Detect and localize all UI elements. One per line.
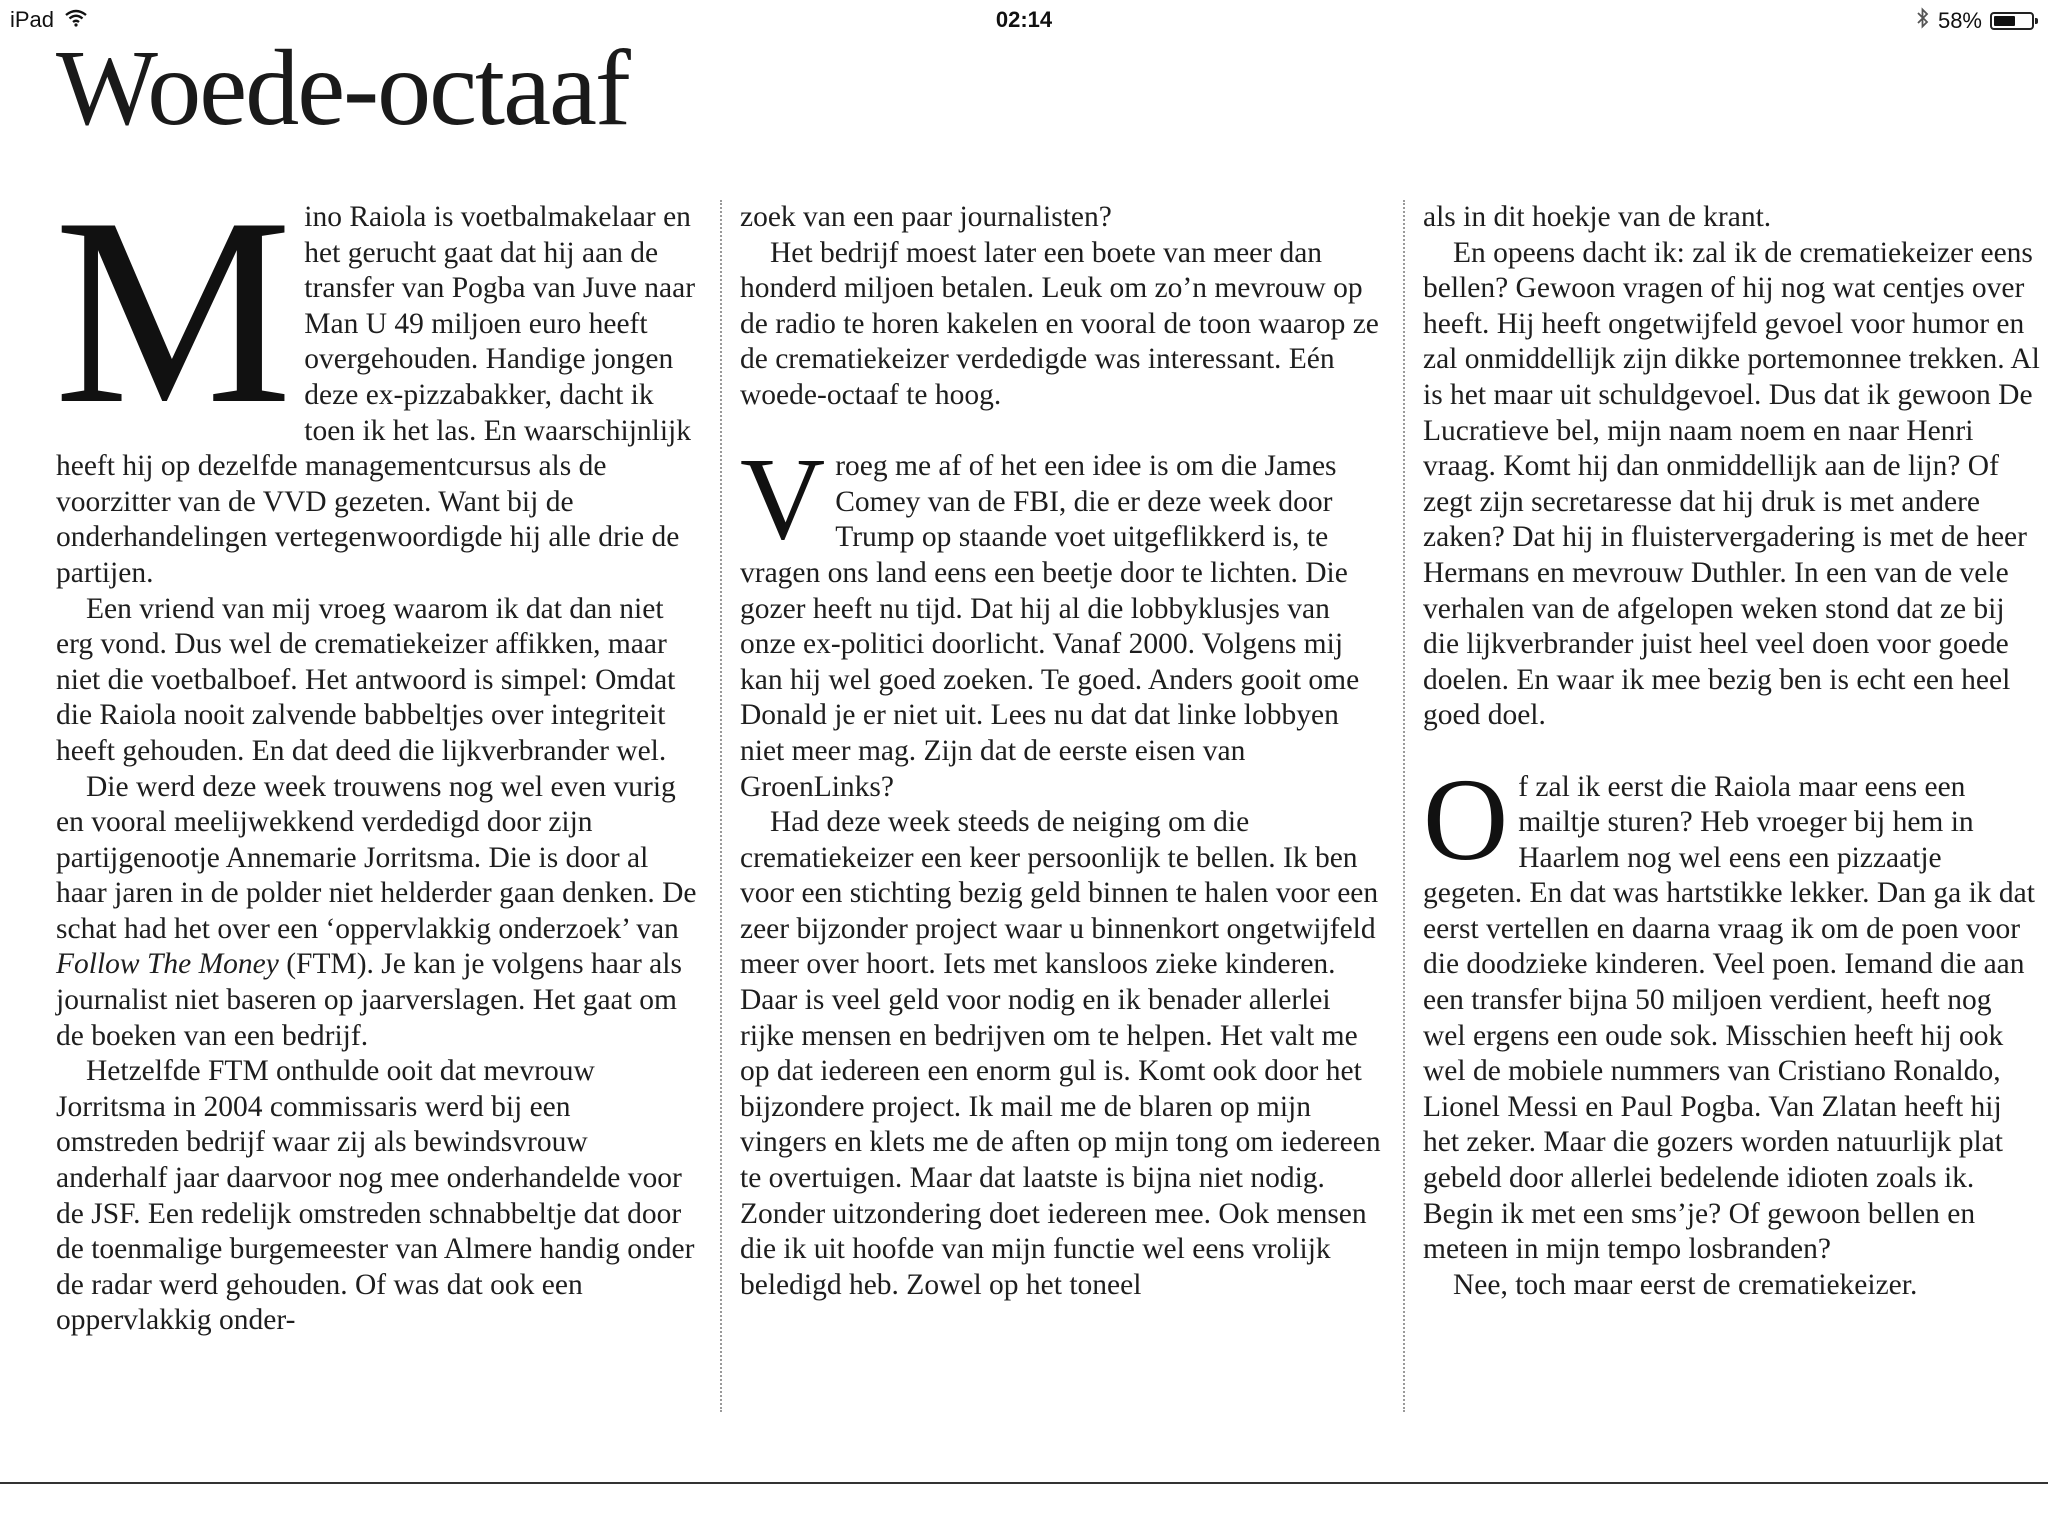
status-right: [1916, 7, 2034, 35]
article-column-3: [1423, 200, 2040, 1303]
paragraph: Nee, toch maar eerst de crematiekeizer.: [1453, 1268, 1918, 1301]
article-title: Woede-octaaf: [56, 29, 629, 148]
paragraph-text: ino Raiola is voetbalmakelaar en het gerucht gaat dat hij aan de transfer van Pogba van Juve naar Man U 49 miljoen euro heeft overgehouden. Handige jongen deze ex-pizzabakker, dacht ik toen ik het las. En waarschijnlijk heeft hij op dezelfde managementcursus als de voorzitter van de VVD gezeten. Want bij de onderhandelingen vertegenwoordigde hij alle drie de partijen.: [56, 201, 696, 589]
paragraph: als in dit hoekje van de krant.: [1423, 201, 1772, 233]
paragraph-text: (FTM). Je kan je volgens haar als journalist niet baseren op jaarverslagen. Het gaat om de boeken van een bedrijf.: [56, 948, 682, 1052]
paragraph: Een vriend van mij vroeg waarom ik dat dan niet erg vond. Dus wel de crematiekeizer affikken, maar niet die voetbalboef. Het antwoord is simpel: Omdat die Raiola nooit zalvende babbeltjes over integriteit heeft gehouden. En dat deed die lijkverbrander wel.: [56, 592, 676, 767]
paragraph: Het bedrijf moest later een boete van meer dan honderd miljoen betalen. Leuk om zo’n mevrouw op de radio te horen kakelen en vooral de toon waarop ze de crematiekeizer verdedigde was interessant. Eén woede-octaaf te hoog.: [740, 236, 1379, 411]
publication-name: Follow The Money: [56, 948, 279, 981]
paragraph-text: roeg me af of het een idee is om die James Comey van de FBI, die er deze week door Trump op staande voet uitgeflikkerd is, te vragen ons land eens een beetje door te lichten. Die gozer heeft nu tijd. Dat hij al die lobbyklusjes van onze ex-politici doorlicht. Vanaf 2000. Volgens mij kan hij wel goed zoeken. Te goed. Anders gooit ome Donald je er niet uit. Lees nu dat dat linke lobbyen niet meer mag. Zijn dat de eerste eisen van GroenLinks?: [740, 450, 1360, 803]
paragraph: [740, 433, 1382, 805]
column-divider: [720, 200, 722, 1412]
battery-percent: 58%: [1937, 8, 1982, 33]
page-bottom-rule: [0, 1482, 2048, 1484]
drop-cap: M: [54, 162, 293, 459]
battery-icon: [1990, 12, 2034, 30]
device-name: iPad: [10, 7, 55, 32]
clock: 02:14: [995, 7, 1053, 32]
paragraph: Had deze week steeds de neiging om die crematiekeizer een keer persoonlijk te bellen. Ik ben voor een stichting bezig geld binnen te halen voor een zeer bijzonder project waar u binnenkort ongetwijfeld meer over hoort. Iets met kansloos zieke kinderen. Daar is veel geld voor nodig en ik benader allerlei rijke mensen en bedrijven om te helpen. Het valt me op dat iedereen een enorm gul is. Komt ook door het bijzondere project. Ik mail me de blaren op mijn vingers en klets me de aften op mijn tong om iedereen te overtuigen. Maar dat laatste is bijna niet nodig. Zonder uitzondering doet iedereen mee. Ook mensen die ik uit hoofde van mijn functie wel eens vrolijk beledigd heb. Zowel op het toneel: [740, 806, 1381, 1301]
paragraph: zoek van een paar journalisten?: [740, 201, 1112, 233]
paragraph: [1423, 753, 2040, 1268]
battery-fill: [1994, 16, 2015, 26]
paragraph: [56, 770, 698, 1055]
column-divider: [1403, 200, 1405, 1412]
article-column-1: [54, 162, 698, 1339]
paragraph: En opeens dacht ik: zal ik de crematiekeizer eens bellen? Gewoon vragen of hij nog wat centjes over heeft. Hij heeft ongetwijfeld gevoel voor humor en zal onmiddellijk zijn dikke portemonnee trekken. Al is het maar uit schuldgevoel. Dus dat ik gewoon De Lucratieve bel, mijn naam noem en naar Henri vraag. Komt hij dan onmiddellijk aan de lijn? Of zegt zijn secretaresse dat hij druk is met andere zaken? Dat hij in fluistervergadering is met de heer Hermans en mevrouw Duthler. In een van de vele verhalen van de afgelopen weken stond dat ze bij die lijkverbrander juist heel veel doen voor goede doelen. En waar ik mee bezig ben is echt een heel goed doel.: [1423, 236, 2040, 732]
bluetooth-icon: [1916, 7, 1930, 35]
drop-cap: O: [1423, 753, 1509, 885]
paragraph-text: f zal ik eerst die Raiola maar eens een mailtje sturen? Heb vroeger bij hem in Haarlem nog wel eens een pizzaatje gegeten. En dat was hartstikke lekker. Dan ga ik dat eerst vertellen en daarna vraag ik om de poen voor die doodzieke kinderen. Veel poen. Iemand die aan een transfer bijna 50 miljoen verdient, heeft nog wel ergens een oude sok. Misschien heeft hij ook wel de mobiele nummers van Cristiano Ronaldo, Lionel Messi en Paul Pogba. Van Zlatan heeft hij het zeker. Maar die gozers worden natuurlijk plat gebeld door allerlei bedelende idioten zoals ik. Begin ik met een sms’je? Of gewoon bellen en meteen in mijn tempo losbranden?: [1423, 770, 2035, 1266]
drop-cap: V: [740, 433, 826, 565]
paragraph: Hetzelfde FTM onthulde ooit dat mevrouw Jorritsma in 2004 commissaris werd bij een omstreden bedrijf waar zij als bewindsvrouw anderhalf jaar daarvoor nog mee onderhandelde voor de JSF. Een redelijk omstreden schnabbeltje dat door de toenmalige burgemeester van Almere handig onder de radar werd gehouden. Of was dat ook een oppervlakkig onder-: [56, 1055, 695, 1337]
article-column-2: [740, 200, 1382, 1303]
paragraph-text: Die werd deze week trouwens nog wel even vurig en vooral meelijwekkend verdedigd door zijn partijgenootje Annemarie Jorritsma. Die is door al haar jaren in de polder niet helderder gaan denken. De schat had het over een ‘oppervlakkig onderzoek’ van: [56, 770, 697, 945]
paragraph: [54, 162, 698, 592]
